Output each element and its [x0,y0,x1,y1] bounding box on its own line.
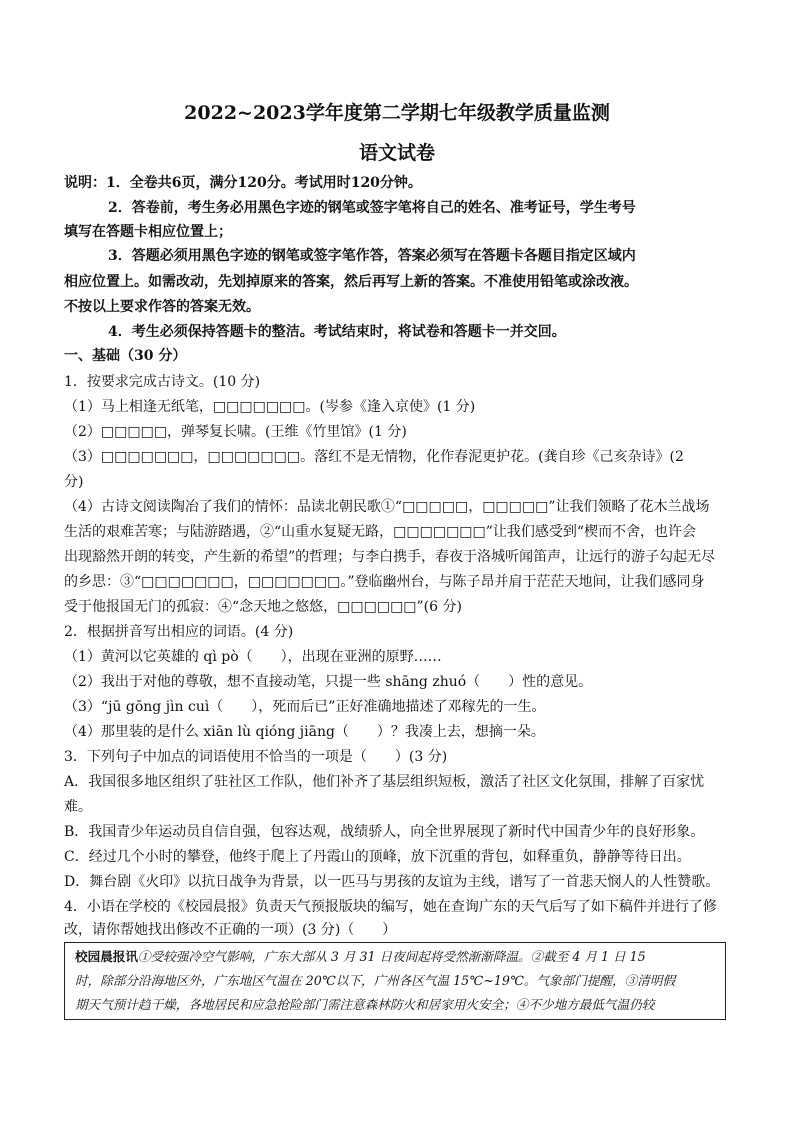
question-3-option-d: D．舞台剧《火印》以抗日战争为背景，以一匹马与男孩的友谊为主线，谱写了一首悲天悯人的人性赞歌。 [64,874,720,890]
question-1-part-1: （1）马上相逢无纸笔，□□□□□□□。(岑参《逢入京使》(1 分) [64,399,476,415]
question-1-part-4-line-5: 受于他报国无门的孤寂：④“念天地之悠悠，□□□□□□”(6 分) [64,599,462,615]
question-1-part-4: （4）古诗文阅读陶冶了我们的情怀：品读北朝民歌①“□□□□□，□□□□□”让我们领略了花木兰战场 [64,499,710,515]
question-3-option-a-cont: 难。 [64,799,92,815]
section-heading: 一、基础（30 分） [64,348,187,364]
question-2-part-1: （1）黄河以它英雄的 qì pò（ ），出现在亚洲的原野…… [64,649,442,665]
question-1-part-4-line-3: 出现豁然开朗的转变，产生新的希望”的哲理；与李白携手，春夜于洛城听闻笛声，让远行的游子勾起无尽 [64,549,716,565]
news-draft-line-2: 时，除部分沿海地区外，广东地区气温在 20℃以下，广州各区气温 15℃~19℃。气象部门提醒，③清明假 [75,973,676,988]
question-1-part-4-line-2: 生活的艰难苦寒；与陆游踏遇，②“山重水复疑无路，□□□□□□□”让我们感受到“楔而不舍，也许会 [64,524,697,540]
news-draft-text-1: ①受较强冷空气影响，广东大部从 3 月 31 日夜间起将受然渐渐降温。②截至 4 月 1 日 15 [137,949,646,964]
question-1-stem: 1．按要求完成古诗文。(10 分) [64,374,261,390]
question-2-part-4: （4）那里装的是什么 xiān lù qióng jiāng（ ）？我凑上去，想摘一朵。 [64,724,545,740]
news-draft-line-3: 期天气预计趋干燥，各地居民和应急抢险部门需注意森林防火和居家用火安全；④不少地方最低气温仍较 [75,997,655,1012]
question-3-option-b: B．我国青少年运动员自信自强，包容达观，战绩骄人，向全世界展现了新时代中国青少年的良好形象。 [64,824,705,840]
exam-title: 2022~2023学年度第二学期七年级教学质量监测 [184,102,610,124]
instruction-line-1: 说明：1．全卷共6页，满分120分。考试用时120分钟。 [64,175,422,191]
instruction-line-5: 相应位置上。如需改动，先划掉原来的答案，然后再写上新的答案。不准使用铅笔或涂改液。 [64,274,638,290]
question-1-part-3-cont: 分) [64,474,84,490]
question-1-part-4-line-4: 的乡思：③“□□□□□□□，□□□□□□□。”登临幽州台，与陈子昂并肩于茫茫天地间，让我们感同身 [64,574,705,590]
instruction-line-3: 填写在答题卡相应位置上； [64,224,232,240]
instruction-line-6: 不按以上要求作答的答案无效。 [64,299,260,315]
question-4-stem: 4．小语在学校的《校园晨报》负责天气预报版块的编写，她在查询广东的天气后写了如下稿件并进行了修 [64,899,717,915]
question-3-option-a: A．我国很多地区组织了驻社区工作队，他们补齐了基层组织短板，激活了社区文化氛围，排解了百家忧 [64,774,705,790]
question-2-part-3: （3）“jū gōng jìn cuì（ ），死而后已”正好准确地描述了邓稼先的一生。 [64,699,546,715]
news-draft-heading: 校园晨报讯 [75,949,138,964]
question-3-option-c: C．经过几个小时的攀登，他终于爬上了丹霞山的顶峰，放下沉重的背包，如释重负，静静等待日出。 [64,849,691,865]
question-3-stem: 3．下列句子中加点的词语使用不恰当的一项是（ ）(3 分) [64,749,448,765]
question-2-stem: 2．根据拼音写出相应的词语。(4 分) [64,624,294,640]
news-draft-box [64,942,726,1020]
question-1-part-3: （3）□□□□□□□，□□□□□□□。落红不是无情物，化作春泥更护花。(龚自珍《己亥杂诗》(2 [64,449,684,465]
question-1-part-2: （2）□□□□□，弹琴复长啸。(王维《竹里馆》(1 分) [64,424,407,440]
news-draft-line-1 [75,948,717,966]
exam-subtitle: 语文试卷 [358,142,435,164]
instruction-line-2: 2．答卷前，考生务必用黑色字迹的钢笔或签字笔将自己的姓名、准考证号，学生考号 [108,200,636,216]
question-4-stem-cont: 改，请你帮她找出修改不正确的一项）(3 分)（ ） [64,922,397,938]
question-2-part-2: （2）我出于对他的尊敬，想不直接动笔，只提一些 shāng zhuó（ ）性的意见。 [64,674,593,690]
instruction-line-4: 3．答题必须用黑色字迹的钢笔或签字笔作答，答案必须写在答题卡各题目指定区域内 [108,248,636,264]
instruction-line-7: 4．考生必须保持答题卡的整洁。考试结束时，将试卷和答题卡一并交回。 [108,324,566,340]
